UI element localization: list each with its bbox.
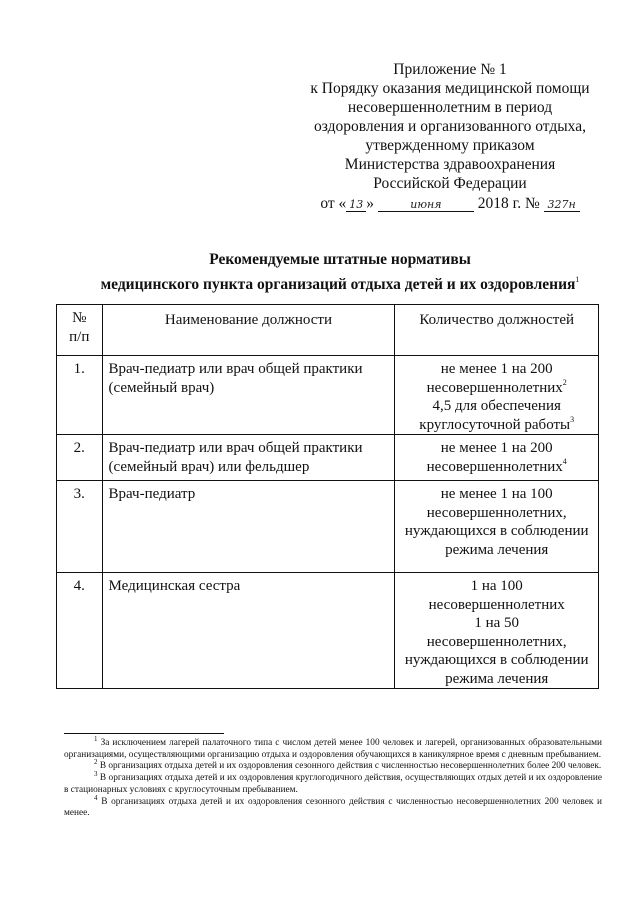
- date-year: 2018 г. №: [477, 195, 540, 212]
- position-name: [102, 481, 395, 573]
- quantity-line: [395, 541, 598, 560]
- title-line-1: Рекомендуемые штатные нормативы: [209, 251, 471, 268]
- quantity-line: [395, 651, 598, 670]
- footnote-text: В организациях отдыха детей и их оздоровления сезонного действия с численностью несовершеннолетних 200 человек и менее.: [64, 796, 602, 819]
- quantity-line-text: несовершеннолетних: [426, 379, 563, 396]
- table-row: [57, 573, 599, 689]
- position-name: [102, 356, 395, 435]
- approval-line: утвержденному приказом: [365, 137, 535, 154]
- quantity-line-text: 1 на 100: [470, 578, 523, 594]
- table-row: [57, 481, 599, 573]
- position-quantity: [395, 356, 599, 435]
- date-prefix: от «: [320, 195, 347, 212]
- footnote: [64, 758, 602, 773]
- position-name: [102, 573, 395, 689]
- approval-line: оздоровления и организованного отдыха,: [314, 118, 586, 135]
- staffing-table: [56, 304, 599, 689]
- footnote-number: 4: [94, 793, 98, 802]
- approval-line: к Порядку оказания медицинской помощи: [310, 80, 590, 97]
- quantity-line: [395, 360, 598, 379]
- quantity-line: [395, 614, 598, 633]
- position-quantity: [395, 435, 599, 481]
- header-quantity: Количество должностей: [395, 305, 599, 356]
- position-name-line: (семейный врач) или фельдшер: [108, 458, 310, 475]
- order-date-line: [300, 194, 600, 213]
- position-name-line: Медицинская сестра: [108, 578, 241, 594]
- quantity-line-text: не менее 1 на 200: [440, 361, 553, 377]
- handwritten-month: июня: [378, 198, 474, 212]
- position-name-line: Врач-педиатр или врач общей практики: [108, 361, 363, 377]
- footnote-text: В организациях отдыха детей и их оздоровления сезонного действия с численностью несовершеннолетних более 200 человек.: [99, 761, 602, 772]
- quantity-line: [395, 596, 598, 615]
- footnote-divider: [64, 733, 224, 734]
- quantity-line-text: несовершеннолетних,: [426, 504, 567, 521]
- table-row: [57, 356, 599, 435]
- row-number: 1.: [57, 356, 103, 435]
- position-quantity: [395, 481, 599, 573]
- quantity-line: [395, 522, 598, 541]
- title-line-2-text: медицинского пункта организаций отдыха детей и их оздоровления: [100, 276, 576, 293]
- footnote: [64, 770, 602, 796]
- quantity-line-text: 1 на 50: [474, 615, 520, 631]
- quantity-line: [395, 577, 598, 596]
- footnote-number: 2: [94, 758, 98, 767]
- quantity-line-text: нуждающихся в соблюдении: [404, 523, 589, 539]
- row-number: 4.: [57, 573, 103, 689]
- approval-line: Российской Федерации: [373, 175, 527, 192]
- quantity-line-text: несовершеннолетних,: [426, 633, 567, 650]
- position-name-line: Врач-педиатр или врач общей практики: [108, 440, 363, 456]
- quantity-line: [395, 485, 598, 504]
- table-body: [57, 356, 599, 689]
- footnote-mark: 3: [570, 414, 575, 424]
- quantity-line: [395, 504, 598, 523]
- quantity-line: [395, 416, 598, 435]
- quantity-line-text: режима лечения: [445, 541, 549, 558]
- footnote-number: 1: [94, 735, 98, 743]
- quantity-line: [395, 633, 598, 652]
- footnote-text: За исключением лагерей палаточного типа с числом детей менее 100 человек и лагерей, организованных образовательными организациями, осуществляющими организацию отдыха и оздоровления обучающихся в каникулярное время с дневным пребыванием.: [64, 738, 602, 760]
- title-footnote-mark: 1: [575, 275, 580, 284]
- handwritten-day: 13: [346, 198, 366, 212]
- approval-line: несовершеннолетним в период: [347, 99, 553, 116]
- quantity-line-text: несовершеннолетних: [428, 596, 565, 613]
- quantity-line: [395, 439, 598, 458]
- table-header-row: [57, 305, 599, 356]
- approval-block: [300, 60, 600, 213]
- quantity-line: [395, 379, 598, 398]
- position-name-line: Врач-педиатр: [108, 486, 196, 502]
- quantity-line-text: нуждающихся в соблюдении: [404, 652, 589, 668]
- header-num-line2: п/п: [69, 328, 90, 345]
- date-mid: »: [366, 195, 375, 212]
- quantity-line-text: 4,5 для обеспечения: [432, 398, 561, 414]
- approval-line: Приложение № 1: [393, 61, 507, 78]
- approval-line: Министерства здравоохранения: [344, 156, 556, 173]
- position-name: [102, 435, 395, 481]
- footnote-text: В организациях отдыха детей и их оздоровления круглогодичного действия, осуществляющих отдых детей и их оздоровление в стационарных условиях с круглосуточным пребыванием.: [64, 773, 602, 795]
- table-row: [57, 435, 599, 481]
- quantity-line: [395, 670, 598, 689]
- footnote-mark: 4: [562, 456, 567, 466]
- document-title: [60, 250, 620, 295]
- footnote: [64, 793, 602, 820]
- quantity-line-text: режима лечения: [445, 670, 549, 687]
- quantity-line-text: не менее 1 на 100: [440, 486, 553, 502]
- handwritten-order-number: 327н: [544, 198, 580, 212]
- quantity-line-text: несовершеннолетних: [426, 458, 563, 475]
- footnotes: [64, 735, 602, 820]
- position-quantity: [395, 573, 599, 689]
- quantity-line: [395, 458, 598, 477]
- row-number: 3.: [57, 481, 103, 573]
- footnote: [64, 735, 602, 761]
- position-name-line: (семейный врач): [108, 379, 215, 396]
- header-position: Наименование должности: [102, 305, 395, 356]
- title-line-2: [60, 270, 620, 295]
- footnote-number: 3: [94, 770, 98, 779]
- quantity-line-text: не менее 1 на 200: [440, 440, 553, 456]
- quantity-line-text: круглосуточной работы: [419, 416, 571, 433]
- footnote-mark: 2: [562, 377, 567, 387]
- row-number: 2.: [57, 435, 103, 481]
- quantity-line: [395, 397, 598, 416]
- header-num-line1: №: [72, 310, 87, 326]
- header-num: [57, 305, 103, 356]
